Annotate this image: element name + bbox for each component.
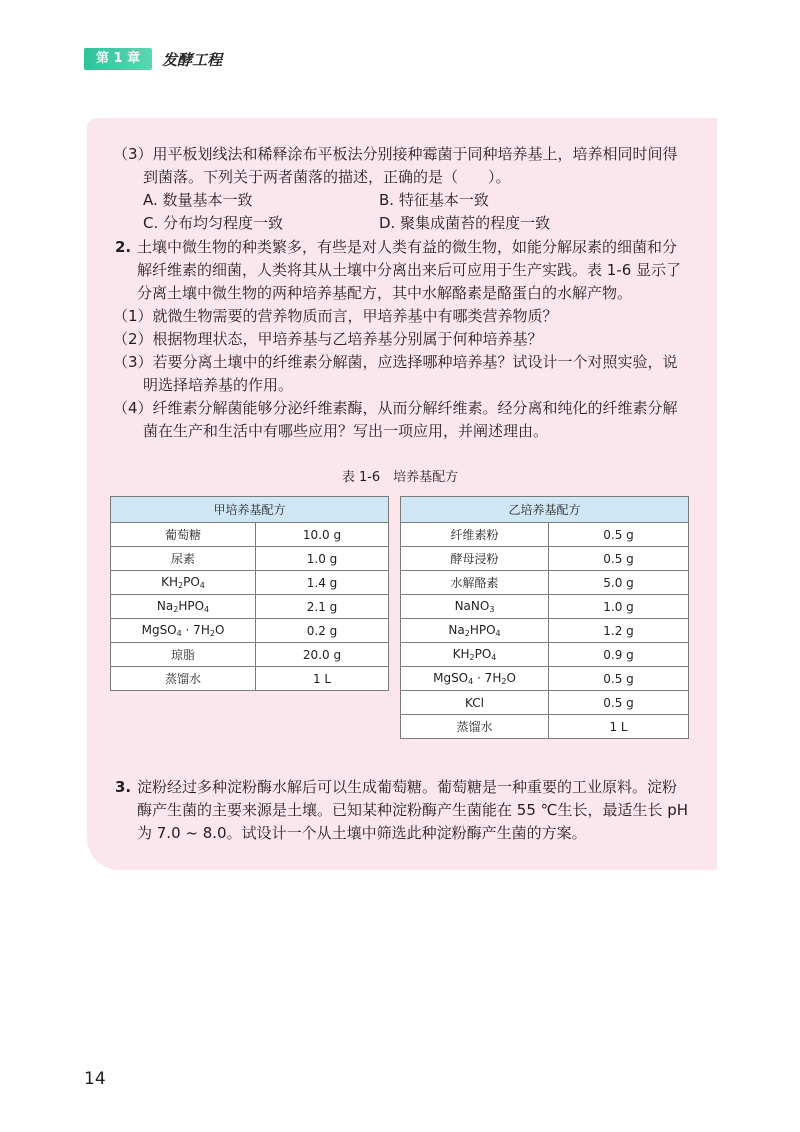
formula-part: O — [214, 623, 225, 637]
ingredient-name — [401, 595, 549, 619]
q1-part3-line1: （3）用平板划线法和稀释涂布平板法分别接种霉菌于同种培养基上，培养相同时间得 — [113, 145, 678, 163]
formula-subscript: 3 — [489, 605, 495, 614]
q3-line1: 淀粉经过多种淀粉酶水解后可以生成葡萄糖。葡萄糖是一种重要的工业原料。淀粉 — [137, 778, 678, 796]
formula-part: · 7H — [181, 623, 210, 637]
table-row — [111, 571, 389, 595]
table-row — [401, 571, 689, 595]
q2-sub3-line1: （3）若要分离土壤中的纤维素分解菌，应选择哪种培养基？试设计一个对照实验，说 — [113, 353, 678, 371]
ingredient-name: 尿素 — [111, 547, 256, 571]
page-header — [84, 46, 222, 72]
table-jia — [110, 496, 389, 691]
formula-subscript: 4 — [495, 629, 501, 638]
formula-part: · 7H — [473, 671, 502, 685]
formula-part: NaNO — [454, 599, 490, 613]
q2-sub3-line2: 明选择培养基的作用。 — [143, 376, 294, 394]
table-row — [111, 643, 389, 667]
formula-part: HPO — [469, 623, 496, 637]
ingredient-name: 水解酪素 — [401, 571, 549, 595]
q2-line2: 解纤维素的细菌，人类将其从土壤中分离出来后可应用于生产实践。表 1-6 显示了 — [137, 261, 682, 279]
ingredient-amount: 10.0 g — [256, 523, 389, 547]
formula-part: O — [506, 671, 516, 685]
formula-part: PO — [474, 647, 492, 661]
ingredient-amount: 0.9 g — [549, 643, 689, 667]
table-yi — [400, 496, 689, 739]
ingredient-name — [401, 667, 549, 691]
formula-subscript: 4 — [491, 653, 497, 662]
ingredient-amount: 0.5 g — [549, 667, 689, 691]
table-row — [111, 523, 389, 547]
formula-part: KH — [161, 575, 179, 589]
q3-line2: 酶产生菌的主要来源是土壤。已知某种淀粉酶产生菌能在 55 ℃生长，最适生长 pH — [137, 801, 689, 819]
q1-part3-line2: 到菌落。下列关于两者菌落的描述，正确的是（ ）。 — [143, 168, 511, 186]
formula-subscript: 4 — [199, 581, 205, 590]
table-row — [401, 547, 689, 571]
formula-subscript: 2 — [209, 629, 215, 638]
formula-part: MgSO — [433, 671, 469, 685]
formula-subscript: 2 — [501, 677, 507, 686]
ingredient-amount: 1.0 g — [549, 595, 689, 619]
ingredient-amount: 1.2 g — [549, 619, 689, 643]
table-row — [401, 643, 689, 667]
ingredient-amount: 20.0 g — [256, 643, 389, 667]
q3-number: 3. — [115, 778, 132, 796]
table-row — [401, 619, 689, 643]
q2-sub4-line2: 菌在生产和生活中有哪些应用？写出一项应用，并阐述理由。 — [143, 422, 549, 440]
ingredient-name: 纤维素粉 — [401, 523, 549, 547]
table-row — [111, 667, 389, 691]
table-row — [401, 523, 689, 547]
table-row — [401, 691, 689, 715]
ingredient-name: 酵母浸粉 — [401, 547, 549, 571]
ingredient-name: 琼脂 — [111, 643, 256, 667]
ingredient-name — [111, 571, 256, 595]
ingredient-amount: 1 L — [256, 667, 389, 691]
table-row — [401, 715, 689, 739]
formula-part: HPO — [178, 599, 205, 613]
ingredient-name: KCl — [401, 691, 549, 715]
q3-line3: 为 7.0 ~ 8.0。试设计一个从土壤中筛选此种淀粉酶产生菌的方案。 — [137, 824, 587, 842]
formula-part: PO — [183, 575, 200, 589]
option-a: A. 数量基本一致 — [143, 191, 253, 209]
q2-line1: 土壤中微生物的种类繁多，有些是对人类有益的微生物，如能分解尿素的细菌和分 — [137, 238, 678, 256]
chapter-title: 发酵工程 — [162, 50, 223, 69]
q2-sub2: （2）根据物理状态，甲培养基与乙培养基分别属于何种培养基？ — [113, 330, 543, 348]
option-c: C. 分布均匀程度一致 — [143, 214, 284, 232]
formula-subscript: 2 — [469, 653, 475, 662]
ingredient-amount: 5.0 g — [549, 571, 689, 595]
table-row — [111, 595, 389, 619]
q2-number: 2. — [115, 238, 132, 256]
formula-subscript: 2 — [178, 581, 184, 590]
table-row — [111, 547, 389, 571]
ingredient-amount: 0.2 g — [256, 619, 389, 643]
option-d: D. 聚集成菌苔的程度一致 — [379, 214, 551, 232]
ingredient-name: 蒸馏水 — [401, 715, 549, 739]
ingredient-name — [111, 595, 256, 619]
chapter-badge: 第 1 章 — [84, 48, 152, 70]
table-jia-header: 甲培养基配方 — [111, 497, 389, 523]
ingredient-amount: 1 L — [549, 715, 689, 739]
ingredient-amount: 0.5 g — [549, 523, 689, 547]
table-row — [401, 595, 689, 619]
ingredient-name — [111, 619, 256, 643]
q2-line3: 分离土壤中微生物的两种培养基配方，其中水解酪素是酪蛋白的水解产物。 — [137, 284, 633, 302]
formula-subscript: 4 — [204, 605, 210, 614]
table-caption: 表 1-6 培养基配方 — [341, 470, 459, 485]
formula-subscript: 2 — [173, 605, 179, 614]
table-row — [401, 667, 689, 691]
formula-subscript: 2 — [464, 629, 470, 638]
formula-subscript: 4 — [176, 629, 182, 638]
ingredient-amount: 2.1 g — [256, 595, 389, 619]
q2-sub1: （1）就微生物需要的营养物质而言，甲培养基中有哪类营养物质？ — [113, 307, 558, 325]
formula-part: Na — [448, 623, 465, 637]
ingredient-amount: 1.0 g — [256, 547, 389, 571]
formula-part: MgSO — [141, 623, 177, 637]
formula-part: KH — [452, 647, 470, 661]
ingredient-amount: 0.5 g — [549, 547, 689, 571]
option-b: B. 特征基本一致 — [379, 191, 489, 209]
q2-sub4-line1: （4）纤维素分解菌能够分泌纤维素酶，从而分解纤维素。经分离和纯化的纤维素分解 — [113, 399, 678, 417]
formula-part: Na — [156, 599, 174, 613]
ingredient-amount: 1.4 g — [256, 571, 389, 595]
ingredient-name — [401, 619, 549, 643]
ingredient-name — [401, 643, 549, 667]
table-yi-header: 乙培养基配方 — [401, 497, 689, 523]
page-number: 14 — [84, 1069, 106, 1089]
ingredient-name: 葡萄糖 — [111, 523, 256, 547]
formula-subscript: 4 — [468, 677, 474, 686]
ingredient-name: 蒸馏水 — [111, 667, 256, 691]
table-row — [111, 619, 389, 643]
ingredient-amount: 0.5 g — [549, 691, 689, 715]
